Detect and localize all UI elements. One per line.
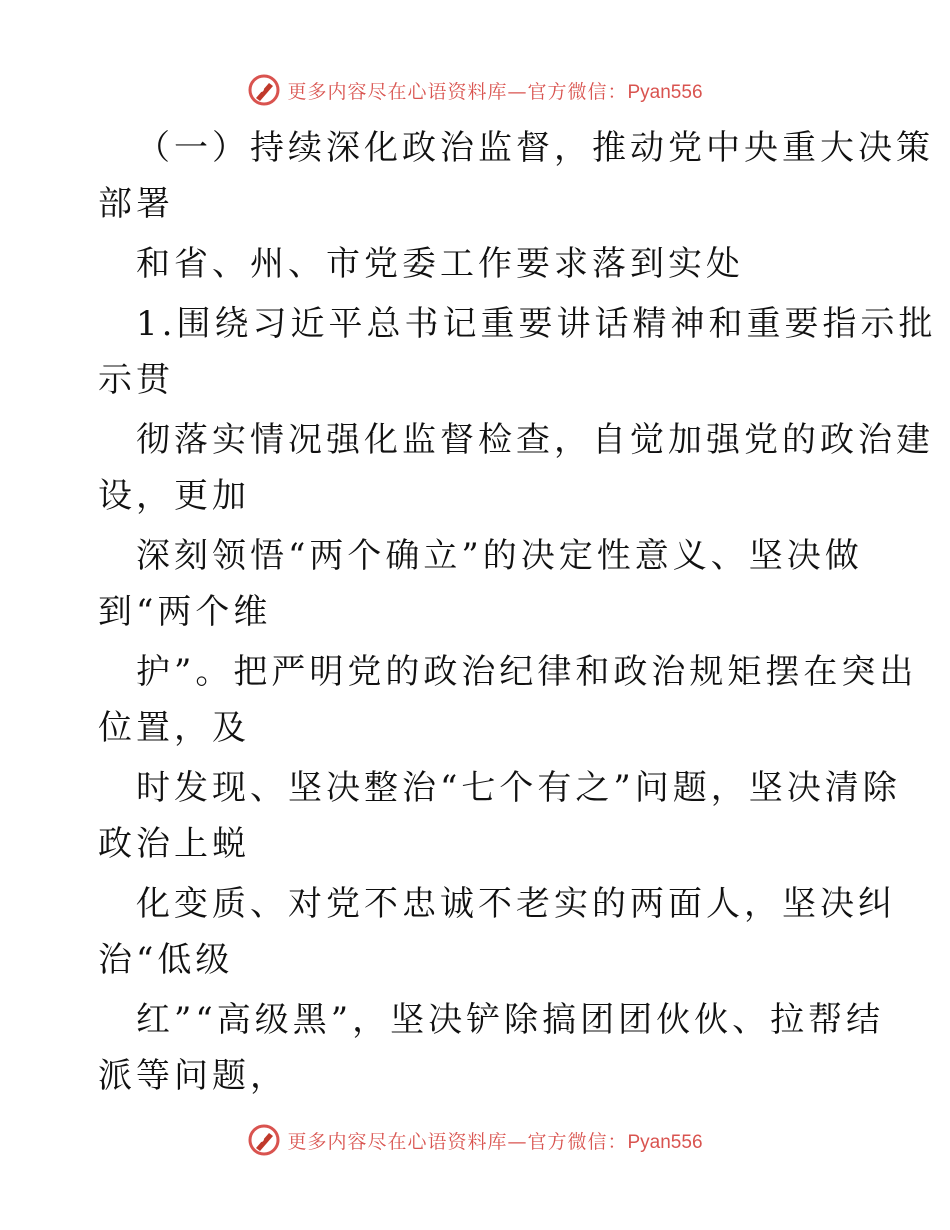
paragraph-line: 治“低级: [98, 940, 234, 980]
paragraph-3: [98, 296, 937, 408]
watermark-label: 更多内容尽在心语资料库—官方微信：: [287, 1130, 628, 1153]
paragraph-line: 彻落实情况强化监督检查，自觉加强党的政治建: [136, 420, 934, 460]
pen-logo-icon: [247, 1123, 281, 1157]
paragraph-line: 设，更加: [98, 476, 250, 516]
watermark-header: [0, 70, 950, 110]
paragraph-line: 位置，及: [98, 708, 250, 748]
watermark-text: [287, 1127, 702, 1154]
watermark-wechat-id: Pyan556: [627, 81, 703, 103]
paragraph-7: [98, 760, 901, 872]
paragraph-line: 红”“高级黑”，坚决铲除搞团团伙伙、拉帮结: [136, 1000, 885, 1040]
paragraph-line: 时发现、坚决整治“七个有之”问题，坚决清除: [136, 768, 901, 808]
paragraph-8: [98, 876, 896, 988]
watermark-wechat-id: Pyan556: [627, 1131, 703, 1153]
watermark-text: [287, 77, 702, 104]
paragraph-6: [98, 644, 918, 756]
paragraph-line: 政治上蜕: [98, 824, 250, 864]
paragraph-line: 1.围绕习近平总书记重要讲话精神和重要指示批: [136, 304, 937, 344]
paragraph-5: [98, 528, 863, 640]
watermark-footer: [0, 1120, 950, 1160]
paragraph-line: （一）持续深化政治监督，推动党中央重大决策: [136, 128, 934, 168]
paragraph-4: [98, 412, 934, 524]
paragraph-9: [98, 992, 885, 1104]
paragraph-line: 派等问题，: [98, 1056, 288, 1096]
paragraph-line: 护”。把严明党的政治纪律和政治规矩摆在突出: [136, 652, 918, 692]
paragraph-1: [98, 120, 934, 232]
paragraph-2: [98, 236, 858, 292]
paragraph-line: 到“两个维: [98, 592, 272, 632]
paragraph-line: 化变质、对党不忠诚不老实的两面人，坚决纠: [136, 884, 896, 924]
paragraph-line: 和省、州、市党委工作要求落到实处: [136, 244, 744, 284]
paragraph-line: 示贯: [98, 360, 174, 400]
paragraph-line: 深刻领悟“两个确立”的决定性意义、坚决做: [136, 536, 863, 576]
paragraph-line: 部署: [98, 184, 174, 224]
pen-logo-icon: [247, 73, 281, 107]
watermark-label: 更多内容尽在心语资料库—官方微信：: [287, 80, 628, 103]
